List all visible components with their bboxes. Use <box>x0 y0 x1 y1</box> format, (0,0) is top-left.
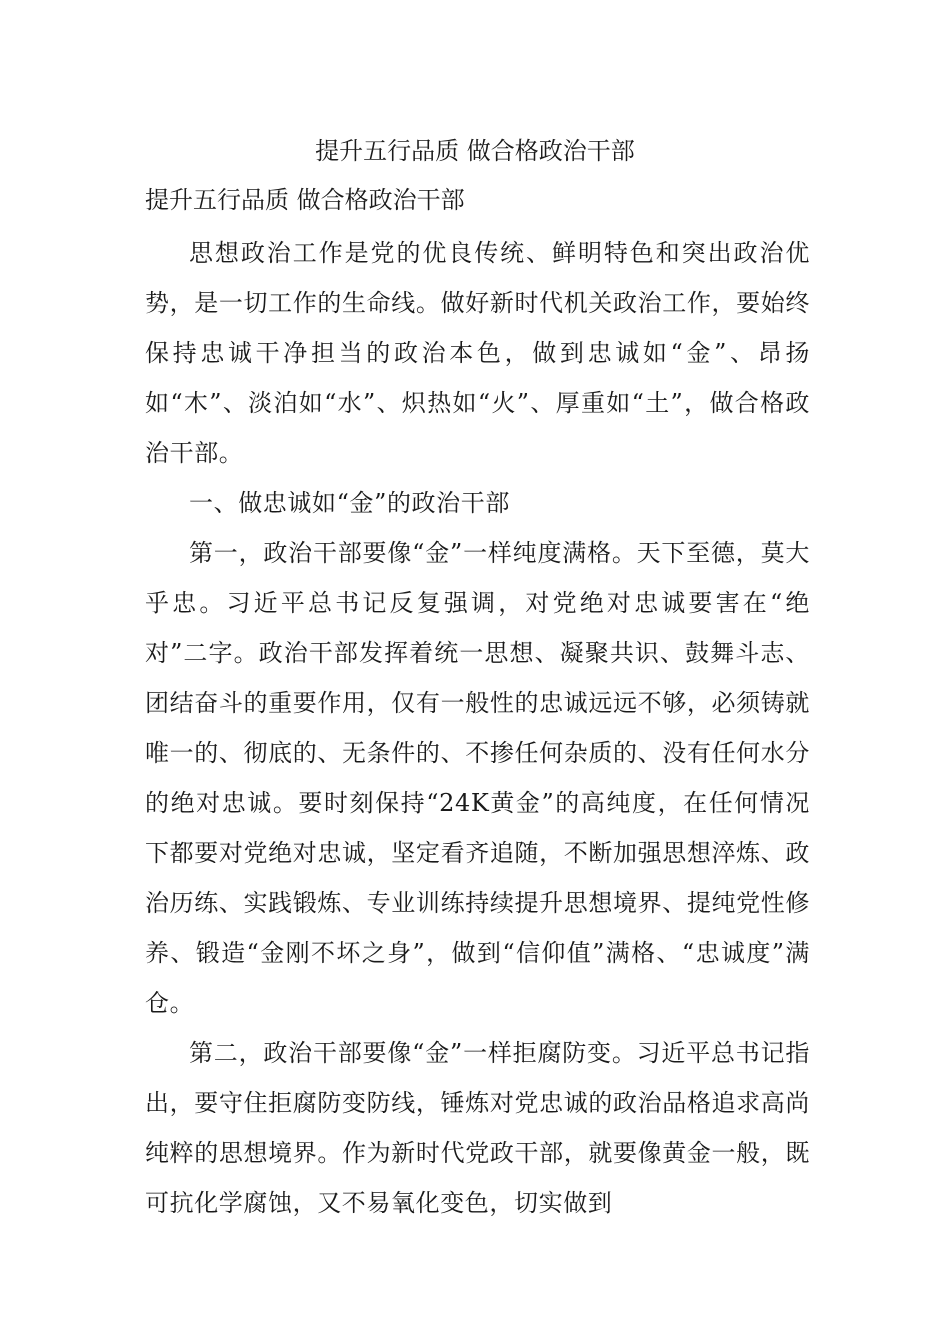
paragraph-first: 第一，政治干部要像“金”一样纯度满格。天下至德，莫大乎忠。习近平总书记反复强调，对党绝对忠诚要害在“绝对”二字。政治干部发挥着统一思想、凝聚共识、鼓舞斗志、团结奋斗的重要作用，仅有一般性的忠诚远远不够，必须铸就唯一的、彻底的、无条件的、不掺任何杂质的、没有任何水分的绝对忠诚。要时刻保持“24K黄金”的高纯度，在任何情况下都要对党绝对忠诚，坚定看齐追随，不断加强思想淬炼、政治历练、实践锻炼、专业训练持续提升思想境界、提纯党性修养、锻造“金刚不坏之身”，做到“信仰值”满格、“忠诚度”满仓。 <box>145 539 810 1017</box>
document-body <box>145 228 810 1228</box>
document-subtitle: 提升五行品质 做合格政治干部 <box>145 186 465 214</box>
section-heading: 一、做忠诚如“金”的政治干部 <box>189 489 510 517</box>
paragraph-second: 第二，政治干部要像“金”一样拒腐防变。习近平总书记指出，要守住拒腐防变防线，锤炼对党忠诚的政治品格追求高尚纯粹的思想境界。作为新时代党政干部，就要像黄金一般，既可抗化学腐蚀，又不易氧化变色，切实做到 <box>145 1039 810 1217</box>
paragraph-intro: 思想政治工作是党的优良传统、鲜明特色和突出政治优势，是一切工作的生命线。做好新时代机关政治工作，要始终保持忠诚干净担当的政治本色，做到忠诚如“金”、昂扬如“木”、淡泊如“水”、炽热如“火”、厚重如“土”，做合格政治干部。 <box>145 239 810 467</box>
document-title: 提升五行品质 做合格政治干部 <box>315 137 635 165</box>
